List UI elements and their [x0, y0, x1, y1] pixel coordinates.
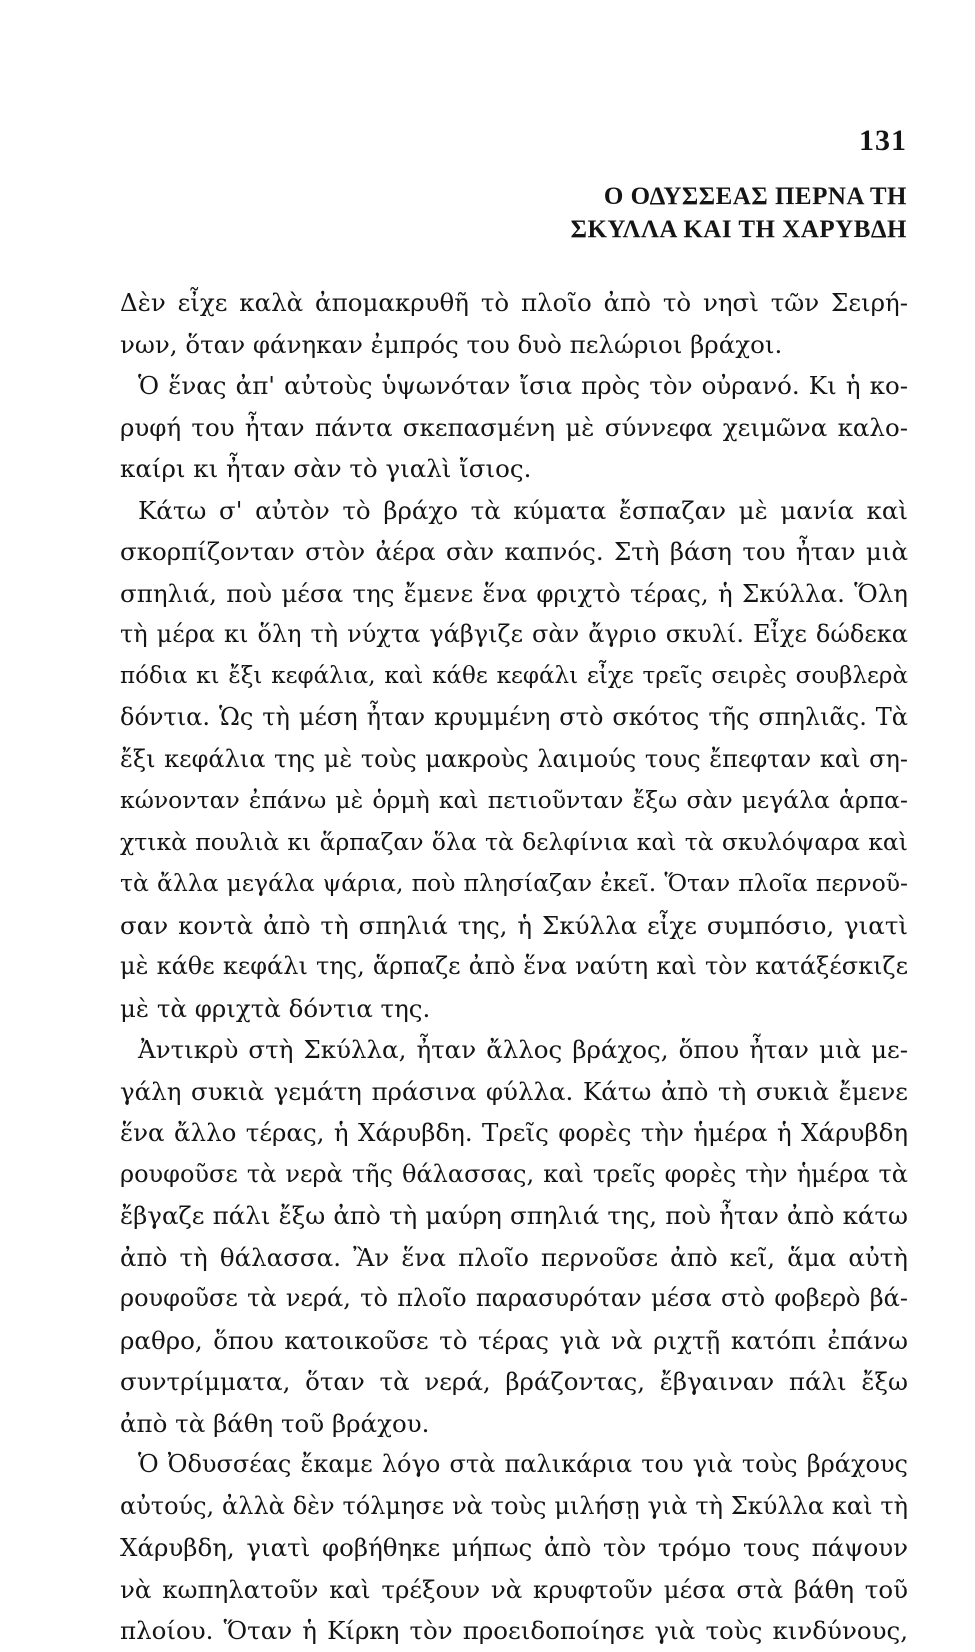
text-line: ἀπὸ τὴ θάλασσα. Ἂν ἕνα πλοῖο περνοῦσε ἀπὸ κεῖ, ἅμα αὐτὴ [120, 1242, 908, 1272]
text-line: ρουφοῦσε τὰ νερά, τὸ πλοῖο παρασυρόταν μέσα στὸ φοβερὸ βά- [120, 1284, 908, 1312]
text-line: ρυφή του ἦταν πάντα σκεπασμένη μὲ σύννεφα χειμῶνα καλο- [120, 412, 908, 442]
text-line: Κάτω σ' αὐτὸν τὸ βράχο τὰ κύματα ἔσπαζαν μὲ μανία καὶ [138, 495, 908, 525]
text-line: γάλη συκιὰ γεμάτη πράσινα φύλλα. Κάτω ἀπὸ τὴ συκιὰ ἔμενε [120, 1076, 908, 1106]
chapter-title-line-1: Ο ΟΔΥΣΣΕΑΣ ΠΕΡΝΑ ΤΗ [603, 183, 907, 210]
text-line: πόδια κι ἔξι κεφάλια, καὶ κάθε κεφάλι εἶχε τρεῖς σειρὲς σουβλερὰ [120, 662, 908, 689]
chapter-title [571, 180, 907, 246]
chapter-title-line-2: ΣΚΥΛΛΑ ΚΑΙ ΤΗ ΧΑΡΥΒΔΗ [570, 216, 907, 243]
text-line: καίρι κι ἦταν σὰν τὸ γιαλὶ ἴσιος. [120, 454, 532, 483]
text-line: σαν κοντὰ ἀπὸ τὴ σπηλιά της, ἡ Σκύλλα εἶχε συμπόσιο, γιατὶ [120, 910, 908, 940]
text-line: χτικὰ πουλιὰ κι ἅρπαζαν ὅλα τὰ δελφίνια καὶ τὰ σκυλόψαρα καὶ [120, 827, 908, 856]
text-line: κώνονταν ἐπάνω μὲ ὁρμὴ καὶ πετιοῦνταν ἔξω σὰν μεγάλα ἁρπα- [120, 786, 908, 814]
text-line: ρουφοῦσε τὰ νερὰ τῆς θάλασσας, καὶ τρεῖς φορὲς τὴν ἡμέρα τὰ [120, 1159, 908, 1188]
text-line: Δὲν εἶχε καλὰ ἀπομακρυθῆ τὸ πλοῖο ἀπὸ τὸ νησὶ τῶν Σειρή- [120, 288, 908, 317]
text-line: νων, ὅταν φάνηκαν ἐμπρός του δυὸ πελώριοι βράχοι. [120, 329, 783, 359]
text-line: πλοίου. Ὅταν ἡ Κίρκη τὸν προειδοποίησε γιὰ τοὺς κινδύνους, [120, 1616, 908, 1645]
text-line: σκορπίζονταν στὸν ἀέρα σὰν καπνός. Στὴ βάση του ἦταν μιὰ [120, 537, 908, 566]
text-line: ἔξι κεφάλια της μὲ τοὺς μακροὺς λαιμούς τους ἔπεφταν καὶ ση- [120, 744, 908, 773]
text-line: Ἀντικρὺ στὴ Σκύλλα, ἦταν ἄλλος βράχος, ὅπου ἦταν μιὰ με- [138, 1035, 908, 1064]
text-line: ραθρο, ὅπου κατοικοῦσε τὸ τέρας γιὰ νὰ ριχτῇ κατόπι ἐπάνω [120, 1325, 908, 1355]
text-line: μὲ κάθε κεφάλι της, ἅρπαζε ἀπὸ ἕνα ναύτη καὶ τὸν κατάξέσκιζε [120, 952, 908, 980]
text-line: μὲ τὰ φριχτὰ δόντια της. [120, 993, 431, 1023]
text-line: συντρίμματα, ὅταν τὰ νερά, βράζοντας, ἔβγαιναν πάλι ἔξω [120, 1367, 908, 1396]
text-line: Ὁ Ὀδυσσέας ἔκαμε λόγο στὰ παλικάρια του γιὰ τοὺς βράχους [138, 1450, 908, 1478]
body-text [120, 282, 908, 1652]
page-number: 131 [859, 124, 907, 157]
text-line: τὴ μέρα κι ὅλη τὴ νύχτα γάβγιζε σὰν ἄγριο σκυλί. Εἶχε δώδεκα [120, 620, 908, 648]
text-line: ἀπὸ τὰ βάθη τοῦ βράχου. [120, 1408, 430, 1438]
text-line: νὰ κωπηλατοῦν καὶ τρέξουν νὰ κρυφτοῦν μέσα στὰ βάθη τοῦ [120, 1574, 908, 1604]
text-line: Χάρυβδη, γιατὶ φοβήθηκε μήπως ἀπὸ τὸν τρόμο τους πάψουν [120, 1533, 908, 1562]
text-line: αὐτούς, ἀλλὰ δὲν τόλμησε νὰ τοὺς μιλήσῃ γιὰ τὴ Σκύλλα καὶ τὴ [120, 1491, 908, 1520]
text-line: τὰ ἄλλα μεγάλα ψάρια, ποὺ πλησίαζαν ἐκεῖ. Ὅταν πλοῖα περνοῦ- [120, 869, 908, 897]
text-line: δόντια. Ὡς τὴ μέση ἦταν κρυμμένη στὸ σκότος τῆς σπηλιᾶς. Τὰ [120, 703, 908, 731]
text-line: ἕνα ἄλλο τέρας, ἡ Χάρυβδη. Τρεῖς φορὲς τὴν ἡμέρα ἡ Χάρυβδη [120, 1118, 908, 1147]
text-line: ἔβγαζε πάλι ἔξω ἀπὸ τὴ μαύρη σπηλιά της, ποὺ ἦταν ἀπὸ κάτω [120, 1201, 908, 1230]
text-line: Ὁ ἕνας ἀπ' αὐτοὺς ὑψωνόταν ἴσια πρὸς τὸν οὐρανό. Κι ἡ κο- [138, 371, 908, 400]
text-line: σπηλιά, ποὺ μέσα της ἔμενε ἕνα φριχτὸ τέρας, ἡ Σκύλλα. Ὅλη [120, 578, 908, 608]
